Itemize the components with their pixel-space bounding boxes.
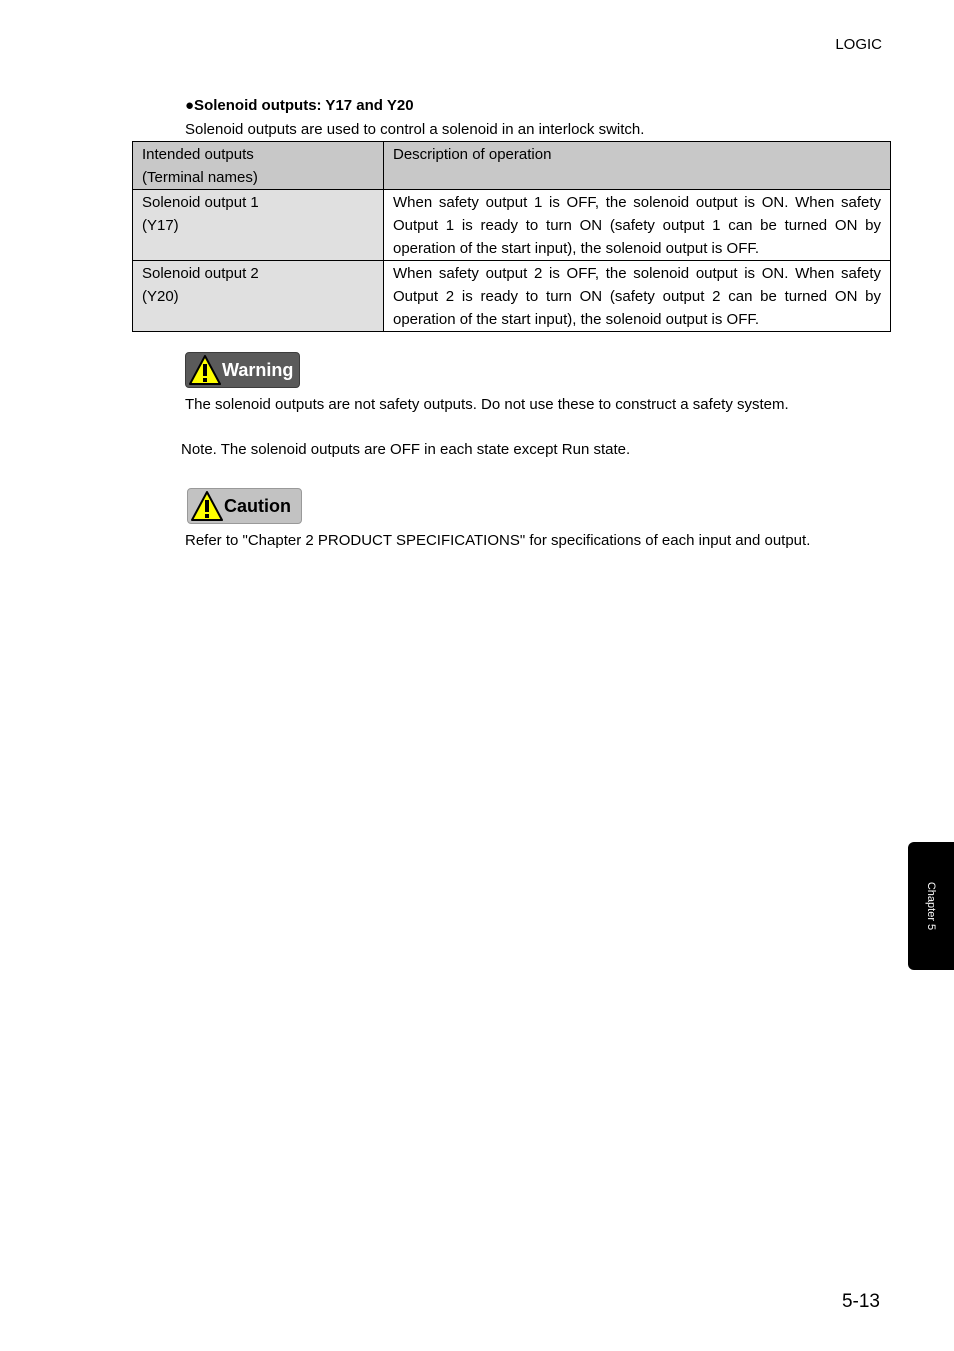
warning-triangle-icon bbox=[190, 490, 224, 522]
chapter-tab-label: Chapter 5 bbox=[925, 881, 937, 931]
output-description: When safety output 2 is OFF, the solenoid output is ON. When safety Output 2 is ready to turn ON (safety output 2 can be turned ON by operation of the start input), the solenoid output is OFF. bbox=[384, 261, 891, 332]
output-terminal: (Y17) bbox=[142, 217, 179, 234]
table-row bbox=[133, 261, 891, 332]
table-row bbox=[133, 190, 891, 261]
header-description: Description of operation bbox=[384, 142, 891, 190]
table-header-row bbox=[133, 142, 891, 190]
warning-badge bbox=[185, 352, 300, 388]
output-name-cell bbox=[133, 261, 384, 332]
header-col1-line1: Intended outputs bbox=[142, 146, 254, 163]
chapter-side-tab bbox=[908, 842, 954, 970]
page-number: 5-13 bbox=[841, 1291, 880, 1312]
caution-label: Caution bbox=[224, 495, 291, 516]
caution-text: Refer to "Chapter 2 PRODUCT SPECIFICATIONS" for specifications of each input and output. bbox=[185, 532, 811, 549]
note-text: Note. The solenoid outputs are OFF in each state except Run state. bbox=[181, 441, 631, 458]
output-terminal: (Y20) bbox=[142, 288, 179, 305]
output-name-cell bbox=[133, 190, 384, 261]
section-intro: Solenoid outputs are used to control a solenoid in an interlock switch. bbox=[185, 121, 645, 138]
caution-badge bbox=[187, 488, 302, 524]
warning-text: The solenoid outputs are not safety outputs. Do not use these to construct a safety system. bbox=[185, 396, 789, 413]
output-description: When safety output 1 is OFF, the solenoid output is ON. When safety Output 1 is ready to turn ON (safety output 1 can be turned ON by operation of the start input), the solenoid output is OFF. bbox=[384, 190, 891, 261]
header-intended-outputs bbox=[133, 142, 384, 190]
running-title: LOGIC bbox=[835, 36, 882, 53]
section-heading: ●Solenoid outputs: Y17 and Y20 bbox=[185, 97, 414, 114]
warning-label: Warning bbox=[222, 359, 294, 380]
warning-triangle-icon bbox=[188, 354, 222, 386]
header-col1-line2: (Terminal names) bbox=[142, 169, 258, 186]
output-name: Solenoid output 1 bbox=[142, 194, 259, 211]
solenoid-output-table bbox=[132, 141, 891, 332]
output-name: Solenoid output 2 bbox=[142, 265, 259, 282]
